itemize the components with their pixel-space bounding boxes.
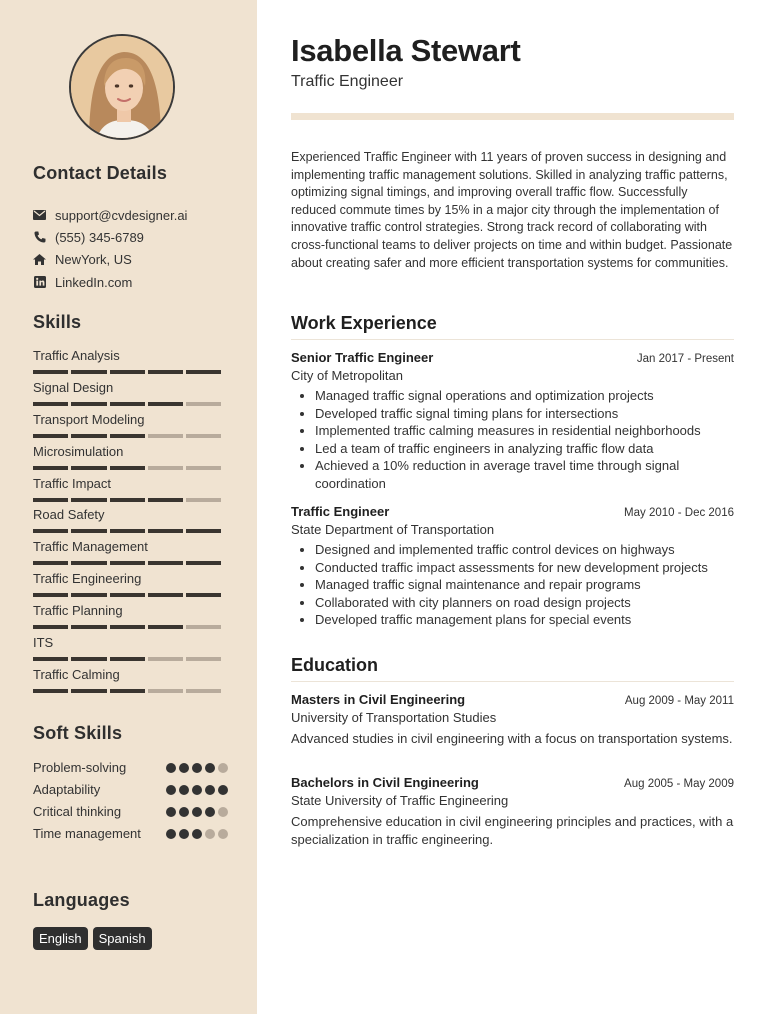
skill-level-segment (33, 498, 68, 502)
skill-level-bar (33, 593, 221, 597)
job-organization: State Department of Transportation (291, 522, 495, 537)
skill-level-segment (71, 593, 106, 597)
skill-level-segment (186, 498, 221, 502)
section-divider (291, 339, 734, 340)
skill-level-segment (71, 434, 106, 438)
languages-heading: Languages (33, 890, 130, 910)
degree-title: Masters in Civil Engineering (291, 692, 466, 707)
skill-level-segment (33, 625, 68, 629)
skill-level-segment (110, 657, 145, 661)
education-entry (291, 692, 734, 748)
skill-label: Traffic Management (33, 539, 148, 555)
skill-level-segment (148, 657, 183, 661)
skill-level-segment (33, 657, 68, 661)
rating-dot (179, 829, 189, 839)
rating-dot (166, 807, 176, 817)
soft-skill-item (33, 803, 228, 821)
contact-email-text: support@cvdesigner.ai (55, 207, 188, 223)
avatar (69, 34, 175, 140)
soft-skill-item (33, 781, 228, 799)
skill-level-segment (110, 434, 145, 438)
skill-level-segment (110, 402, 145, 406)
skill-level-bar (33, 434, 221, 438)
job-bullet: • Managed traffic signal maintenance and repair programs (315, 576, 734, 594)
phone-icon (33, 231, 46, 244)
skill-level-segment (71, 466, 106, 470)
contact-linkedin-text: LinkedIn.com (55, 274, 133, 290)
job-title: Traffic Engineer (291, 504, 390, 519)
education-date: Aug 2009 - May 2011 (624, 695, 734, 707)
skill-level-segment (148, 498, 183, 502)
rating-dot (192, 807, 202, 817)
rating-dot (179, 763, 189, 773)
education-heading: Education (291, 655, 379, 675)
job-title: Senior Traffic Engineer (291, 350, 434, 365)
job-bullet: • Implemented traffic calming measures in residential neighborhoods (315, 422, 734, 440)
skill-label: ITS (33, 635, 54, 651)
skill-item (33, 507, 223, 539)
education-description: Comprehensive education in civil engineering principles and practices, with a specialization in traffic engineering. (291, 814, 734, 847)
contact-phone[interactable] (33, 226, 248, 248)
skill-level-segment (186, 402, 221, 406)
soft-skill-rating (166, 829, 228, 839)
skill-level-segment (110, 689, 145, 693)
skill-level-segment (71, 561, 106, 565)
skill-level-segment (33, 593, 68, 597)
rating-dot (166, 763, 176, 773)
contact-list (33, 204, 248, 293)
skill-label: Traffic Impact (33, 475, 112, 491)
contact-location (33, 249, 248, 271)
education-description: Advanced studies in civil engineering with a focus on transportation systems. (291, 731, 733, 746)
job-entry (291, 504, 734, 629)
skill-level-bar (33, 466, 221, 470)
soft-skill-rating (166, 807, 228, 817)
contact-linkedin[interactable] (33, 271, 248, 293)
job-bullet: • Conducted traffic impact assessments for new development projects (315, 559, 734, 577)
soft-skill-label: Time management (33, 826, 141, 841)
skill-level-segment (71, 657, 106, 661)
skill-level-segment (110, 625, 145, 629)
skill-level-segment (110, 498, 145, 502)
skill-level-bar (33, 370, 221, 374)
skill-item (33, 380, 223, 412)
email-icon (33, 209, 46, 222)
candidate-name: Isabella Stewart (291, 33, 521, 68)
soft-skill-label: Critical thinking (33, 804, 122, 819)
job-bullet: • Designed and implemented traffic control devices on highways (315, 541, 734, 559)
soft-skill-rating (166, 785, 228, 795)
skill-level-segment (33, 466, 68, 470)
skill-level-segment (186, 370, 221, 374)
job-date: Jan 2017 - Present (636, 353, 734, 365)
rating-dot (218, 785, 228, 795)
skill-level-segment (148, 689, 183, 693)
header-divider (291, 113, 734, 120)
skill-level-segment (33, 561, 68, 565)
skill-level-segment (186, 561, 221, 565)
rating-dot (166, 829, 176, 839)
education-date: Aug 2005 - May 2009 (624, 778, 734, 790)
skill-level-segment (71, 498, 106, 502)
skill-level-segment (71, 402, 106, 406)
skill-item (33, 603, 223, 635)
school-name: State University of Traffic Engineering (291, 793, 509, 808)
job-bullet: • Led a team of traffic engineers in analyzing traffic flow data (315, 440, 734, 458)
skill-level-bar (33, 689, 221, 693)
skill-level-segment (148, 434, 183, 438)
soft-skills-heading: Soft Skills (33, 723, 123, 743)
skill-item (33, 635, 223, 667)
rating-dot (192, 763, 202, 773)
skill-level-segment (71, 689, 106, 693)
skill-label: Transport Modeling (33, 411, 145, 427)
skill-label: Microsimulation (33, 443, 124, 459)
contact-heading: Contact Details (33, 163, 168, 183)
skill-label: Traffic Planning (33, 603, 123, 619)
skill-level-segment (33, 529, 68, 533)
rating-dot (166, 785, 176, 795)
skill-level-segment (33, 434, 68, 438)
contact-phone-text: (555) 345-6789 (55, 229, 144, 245)
skill-level-segment (186, 466, 221, 470)
job-bullets (291, 387, 734, 493)
degree-title: Bachelors in Civil Engineering (291, 775, 479, 790)
linkedin-icon (33, 276, 46, 289)
skill-label: Traffic Calming (33, 666, 120, 682)
rating-dot (218, 829, 228, 839)
sidebar (0, 0, 257, 1014)
job-bullet: • Collaborated with city planners on road design projects (315, 594, 734, 612)
languages-list (33, 927, 152, 950)
rating-dot (179, 785, 189, 795)
skill-item (33, 476, 223, 508)
job-bullet: • Developed traffic management plans for special events (315, 611, 734, 629)
skill-label: Road Safety (33, 507, 105, 523)
soft-skills-list (33, 759, 228, 847)
job-bullet: • Developed traffic signal timing plans for intersections (315, 405, 734, 423)
job-organization: City of Metropolitan (291, 368, 403, 383)
job-entry (291, 350, 734, 493)
school-name: University of Transportation Studies (291, 710, 497, 725)
skill-level-segment (110, 561, 145, 565)
education-entry (291, 775, 734, 848)
skill-item (33, 667, 223, 699)
skill-item (33, 348, 223, 380)
skill-level-segment (186, 529, 221, 533)
skill-level-segment (33, 402, 68, 406)
candidate-role: Traffic Engineer (291, 73, 404, 90)
skill-label: Signal Design (33, 379, 114, 395)
skill-item (33, 412, 223, 444)
skill-level-segment (110, 370, 145, 374)
soft-skill-item (33, 825, 228, 843)
skill-level-segment (71, 529, 106, 533)
section-divider (291, 681, 734, 682)
avatar-portrait-icon (71, 36, 175, 140)
rating-dot (192, 829, 202, 839)
work-experience-heading: Work Experience (291, 313, 437, 333)
soft-skill-rating (166, 763, 228, 773)
skill-level-segment (110, 529, 145, 533)
skill-level-bar (33, 657, 221, 661)
skill-level-segment (33, 689, 68, 693)
language-badge: Spanish (93, 927, 152, 950)
contact-location-text: NewYork, US (55, 252, 132, 268)
home-icon (33, 253, 46, 266)
skill-level-segment (148, 625, 183, 629)
job-bullet: • Managed traffic signal operations and optimization projects (315, 387, 734, 405)
job-bullet: • Achieved a 10% reduction in average travel time through signal coordination (315, 457, 734, 492)
rating-dot (205, 807, 215, 817)
skill-level-segment (110, 466, 145, 470)
rating-dot (205, 829, 215, 839)
skill-level-segment (148, 529, 183, 533)
skill-level-segment (148, 593, 183, 597)
skills-heading: Skills (33, 312, 82, 332)
contact-email[interactable] (33, 204, 248, 226)
rating-dot (179, 807, 189, 817)
rating-dot (205, 763, 215, 773)
profile-summary: Experienced Traffic Engineer with 11 years of proven success in designing and implementing traffic management solutions. Skilled in analyzing traffic patterns, optimizing signal timings, and improving overall traffic flow. Successfully reduced commute times by 15% in a major city through the implementation of innovative traffic control strategies. Strong track record of collaborating with cross-functional teams to deliver projects on time and within budget. Passionate about creating safer and more efficient transportation systems for communities. (291, 150, 733, 270)
skill-level-segment (148, 370, 183, 374)
skill-item (33, 571, 223, 603)
skill-level-segment (186, 657, 221, 661)
rating-dot (192, 785, 202, 795)
skill-label: Traffic Engineering (33, 571, 142, 587)
skill-level-segment (148, 402, 183, 406)
soft-skill-label: Adaptability (33, 782, 101, 797)
job-date: May 2010 - Dec 2016 (624, 507, 734, 519)
skill-item (33, 444, 223, 476)
rating-dot (205, 785, 215, 795)
rating-dot (218, 763, 228, 773)
skill-level-segment (186, 593, 221, 597)
language-badge: English (33, 927, 88, 950)
skill-level-segment (186, 434, 221, 438)
skill-level-segment (148, 561, 183, 565)
skill-level-segment (186, 689, 221, 693)
rating-dot (218, 807, 228, 817)
skill-level-segment (33, 370, 68, 374)
skill-level-segment (148, 466, 183, 470)
skill-level-bar (33, 402, 221, 406)
skill-label: Traffic Analysis (33, 348, 120, 363)
soft-skill-label: Problem-solving (33, 760, 127, 775)
skill-item (33, 539, 223, 571)
skill-level-segment (71, 625, 106, 629)
soft-skill-item (33, 759, 228, 777)
skills-list (33, 348, 223, 699)
skill-level-segment (110, 593, 145, 597)
skill-level-bar (33, 561, 221, 565)
job-bullets (291, 541, 734, 629)
skill-level-bar (33, 498, 221, 502)
skill-level-segment (186, 625, 221, 629)
skill-level-bar (33, 529, 221, 533)
skill-level-bar (33, 625, 221, 629)
skill-level-segment (71, 370, 106, 374)
